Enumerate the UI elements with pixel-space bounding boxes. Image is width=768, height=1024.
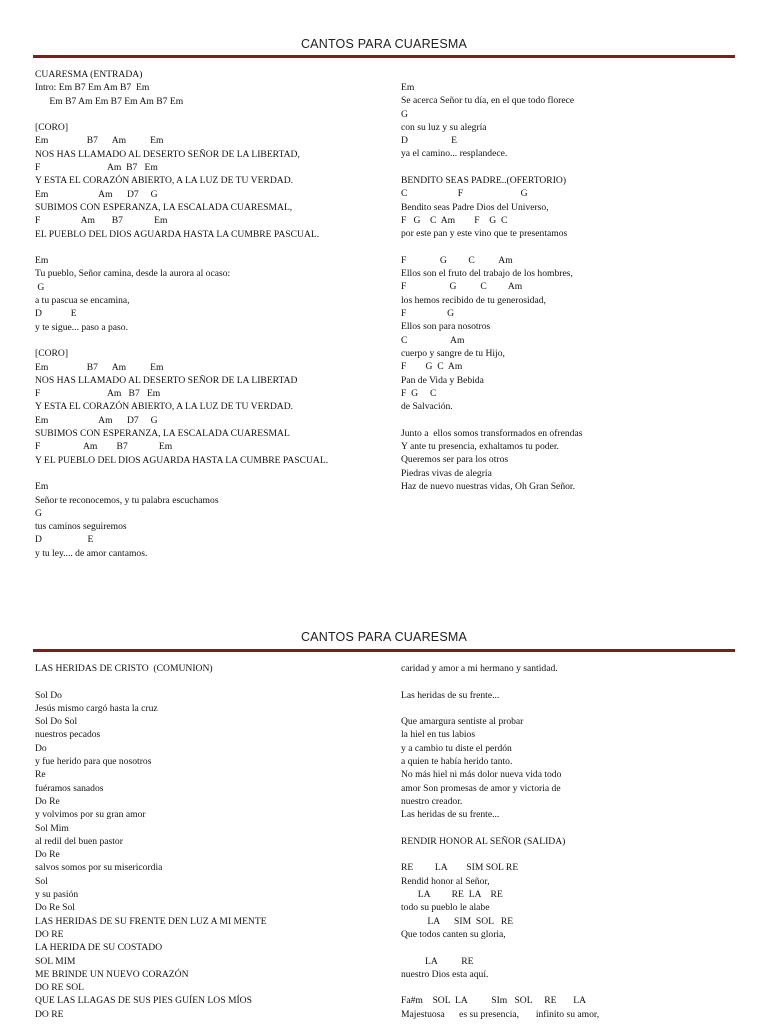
title-divider: [33, 55, 735, 58]
lyric-line: LA HERIDA DE SU COSTADO: [35, 942, 163, 954]
lyric-line: Intro: Em B7 Em Am B7 Em: [35, 82, 150, 94]
lyric-line: Em Am D7 G: [35, 188, 158, 200]
lyric-line: Em: [35, 481, 49, 493]
lyric-line: Do: [35, 742, 47, 754]
lyric-line: Re: [35, 769, 46, 781]
lyric-line: todo su pueblo le alabe: [401, 902, 490, 914]
lyric-line: ME BRINDE UN NUEVO CORAZÓN: [35, 968, 189, 980]
lyric-line: DO RE: [35, 928, 64, 940]
lyric-line: F Am B7 Em: [35, 162, 158, 174]
lyric-line: RENDIR HONOR AL SEÑOR (SALIDA): [401, 835, 566, 847]
lyric-line: [401, 413, 582, 426]
lyric-line: CUARESMA (ENTRADA): [35, 69, 143, 80]
lyric-line: Ellos son el fruto del trabajo de los hombres,: [401, 268, 573, 280]
lyric-line: Sol Do: [35, 689, 62, 701]
lyric-line: caridad y amor a mi hermano y santidad.: [401, 663, 558, 674]
lyric-line: Fa#m SOL LA SIm SOL RE LA: [401, 995, 587, 1007]
right-column: [401, 662, 599, 1021]
lyric-line: y fue herido para que nosotros: [35, 756, 152, 768]
lyric-line: SOL MIM: [35, 955, 76, 967]
lyric-line: Do Re: [35, 795, 60, 807]
lyric-line: y volvimos por su gran amor: [35, 809, 146, 821]
lyric-line: QUE LAS LLAGAS DE SUS PIES GUÍEN LOS MÍOS: [35, 995, 252, 1007]
lyric-line: con su luz y su alegría: [401, 121, 487, 133]
lyric-line: Do Re Sol: [35, 902, 75, 914]
lyric-line: Bendito seas Padre Dios del Universo,: [401, 201, 549, 213]
lyric-line: Em: [401, 82, 415, 93]
lyric-line: G: [35, 507, 42, 519]
lyric-line: Y ante tu presencia, exhaltamos tu poder.: [401, 441, 559, 453]
lyric-line: la hiel en tus labios: [401, 729, 476, 741]
lyric-line: los hemos recibido de tu generosidad,: [401, 294, 546, 306]
lyric-line: nuestros pecados: [35, 729, 101, 741]
title-divider: [33, 649, 735, 652]
lyric-line: SUBIMOS CON ESPERANZA, LA ESCALADA CUARESMAL: [35, 428, 290, 440]
lyric-line: Em B7 Am Em: [35, 361, 164, 373]
lyric-line: fuéramos sanados: [35, 782, 104, 794]
lyric-line: salvos somos por su misericordia: [35, 862, 163, 874]
lyric-line: LAS HERIDAS DE CRISTO (COMUNION): [35, 663, 213, 674]
lyric-line: Majestuosa es su presencia, infinito su amor,: [401, 1008, 600, 1020]
lyric-line: [35, 675, 267, 688]
lyric-line: Las heridas de su frente...: [401, 809, 500, 821]
lyric-line: [401, 675, 599, 688]
lyric-line: SUBIMOS CON ESPERANZA, LA ESCALADA CUARESMAL,: [35, 201, 293, 213]
lyric-line: Em B7 Am Em B7 Em Am B7 Em: [35, 95, 184, 107]
lyric-line: y te sigue... paso a paso.: [35, 321, 128, 333]
lyric-line: G: [401, 108, 408, 120]
lyric-line: [401, 848, 599, 861]
lyric-line: Queremos ser para los otros: [401, 454, 509, 466]
lyric-line: Jesús mismo cargó hasta la cruz: [35, 702, 158, 714]
right-column: [401, 81, 582, 493]
lyric-line: [401, 941, 599, 954]
lyric-line: Las heridas de su frente...: [401, 689, 500, 701]
lyric-line: Junto a ellos somos transformados en ofrendas: [401, 427, 583, 439]
lyric-line: Tu pueblo, Señor camina, desde la aurora al ocaso:: [35, 268, 231, 280]
lyric-line: LA SIM SOL RE: [401, 915, 514, 927]
lyric-line: y su pasión: [35, 889, 79, 901]
lyric-line: amor Son promesas de amor y victoria de: [401, 782, 561, 794]
lyric-line: Pan de Vida y Bebida: [401, 374, 484, 386]
lyric-line: Y ESTA EL CORAZÓN ABIERTO, A LA LUZ DE TU VERDAD.: [35, 401, 294, 413]
lyric-line: F Am B7 Em: [35, 215, 168, 227]
lyric-line: y a cambio tu diste el perdón: [401, 742, 512, 754]
lyric-line: a quien te había herido tanto.: [401, 756, 513, 768]
left-column: [35, 68, 328, 560]
lyric-line: [401, 161, 582, 174]
lyric-line: C F G: [401, 188, 528, 200]
lyric-line: DO RE: [35, 1008, 64, 1020]
lyric-line: [35, 108, 328, 121]
lyric-line: Sol Mim: [35, 822, 69, 834]
lyric-line: Em: [35, 255, 49, 267]
lyric-line: Piedras vivas de alegria: [401, 467, 492, 479]
lyric-line: F G C: [401, 387, 437, 399]
lyric-line: [35, 334, 328, 347]
lyric-line: [35, 241, 328, 254]
lyric-line: Em B7 Am Em: [35, 135, 164, 147]
lyric-line: F Am B7 Em: [35, 441, 173, 453]
lyric-line: [401, 241, 582, 254]
lyric-line: Sol Do Sol: [35, 716, 78, 728]
lyric-line: F G C Am: [401, 361, 463, 373]
lyric-line: Haz de nuevo nuestras vidas, Oh Gran Señor.: [401, 480, 575, 492]
lyric-line: D E: [35, 534, 94, 546]
lyric-line: Señor te reconocemos, y tu palabra escuchamos: [35, 494, 219, 506]
lyric-line: cuerpo y sangre de tu Hijo,: [401, 347, 505, 359]
song-page-2: [0, 590, 768, 1024]
lyric-line: y tu ley.... de amor cantamos.: [35, 547, 148, 559]
lyric-line: NOS HAS LLAMADO AL DESERTO SEÑOR DE LA LIBERTAD: [35, 374, 298, 386]
lyric-line: a tu pascua se encamina,: [35, 295, 130, 307]
lyric-line: Y EL PUEBLO DEL DIOS AGUARDA HASTA LA CUMBRE PASCUAL.: [35, 454, 329, 466]
lyric-line: [401, 702, 599, 715]
lyric-line: EL PUEBLO DEL DIOS AGUARDA HASTA LA CUMBRE PASCUAL.: [35, 228, 320, 240]
lyric-line: D E: [401, 135, 457, 147]
lyric-line: D E: [35, 308, 77, 320]
lyric-line: tus caminos seguiremos: [35, 521, 127, 533]
lyric-line: [CORO]: [35, 348, 69, 360]
lyric-line: LAS HERIDAS DE SU FRENTE DEN LUZ A MI MENTE: [35, 915, 267, 927]
lyric-line: Do Re: [35, 849, 60, 861]
lyric-line: F G C Am: [401, 254, 513, 266]
lyric-line: LA RE: [401, 955, 474, 967]
lyric-line: [CORO]: [35, 122, 69, 134]
lyric-line: RE LA SIM SOL RE: [401, 862, 519, 874]
lyric-line: C Am: [401, 334, 465, 346]
lyric-line: BENDITO SEAS PADRE..(OFERTORIO): [401, 175, 567, 187]
lyric-line: [401, 822, 599, 835]
lyric-line: ya el camino... resplandece.: [401, 148, 508, 160]
lyric-line: Em Am D7 G: [35, 414, 158, 426]
page-title: CANTOS PARA CUARESMA: [300, 630, 468, 644]
lyric-line: nuestro creador.: [401, 795, 463, 807]
lyric-line: LA RE LA RE: [401, 889, 503, 901]
lyric-line: DO RE SOL: [35, 982, 85, 994]
lyric-line: Y ESTA EL CORAZÓN ABIERTO, A LA LUZ DE TU VERDAD.: [35, 175, 294, 187]
lyric-line: Sol: [35, 875, 48, 887]
lyric-line: Que amargura sentiste al probar: [401, 716, 524, 728]
lyric-line: F G C Am F G C: [401, 214, 508, 226]
lyric-line: al redil del buen pastor: [35, 835, 123, 847]
lyric-line: [35, 467, 328, 480]
lyric-line: por este pan y este vino que te presentamos: [401, 228, 568, 240]
lyric-line: Rendid honor al Señor,: [401, 875, 490, 887]
lyric-line: G: [35, 281, 45, 293]
lyric-line: NOS HAS LLAMADO AL DESERTO SEÑOR DE LA LIBERTAD,: [35, 148, 300, 160]
lyric-line: No más hiel ni más dolor nueva vida todo: [401, 769, 562, 781]
lyric-line: [401, 981, 599, 994]
left-column: [35, 662, 267, 1021]
lyric-line: nuestro Dios esta aquí.: [401, 968, 489, 980]
lyric-line: Que todos canten su gloria,: [401, 928, 506, 940]
lyric-line: de Salvación.: [401, 401, 453, 413]
lyric-line: F G: [401, 308, 455, 320]
page-title: CANTOS PARA CUARESMA: [300, 37, 468, 51]
lyric-line: F Am B7 Em: [35, 388, 161, 400]
lyric-line: F G C Am: [401, 281, 523, 293]
lyric-line: Se acerca Señor tu día, en el que todo florece: [401, 95, 575, 107]
lyric-line: Ellos son para nosotros: [401, 321, 491, 333]
